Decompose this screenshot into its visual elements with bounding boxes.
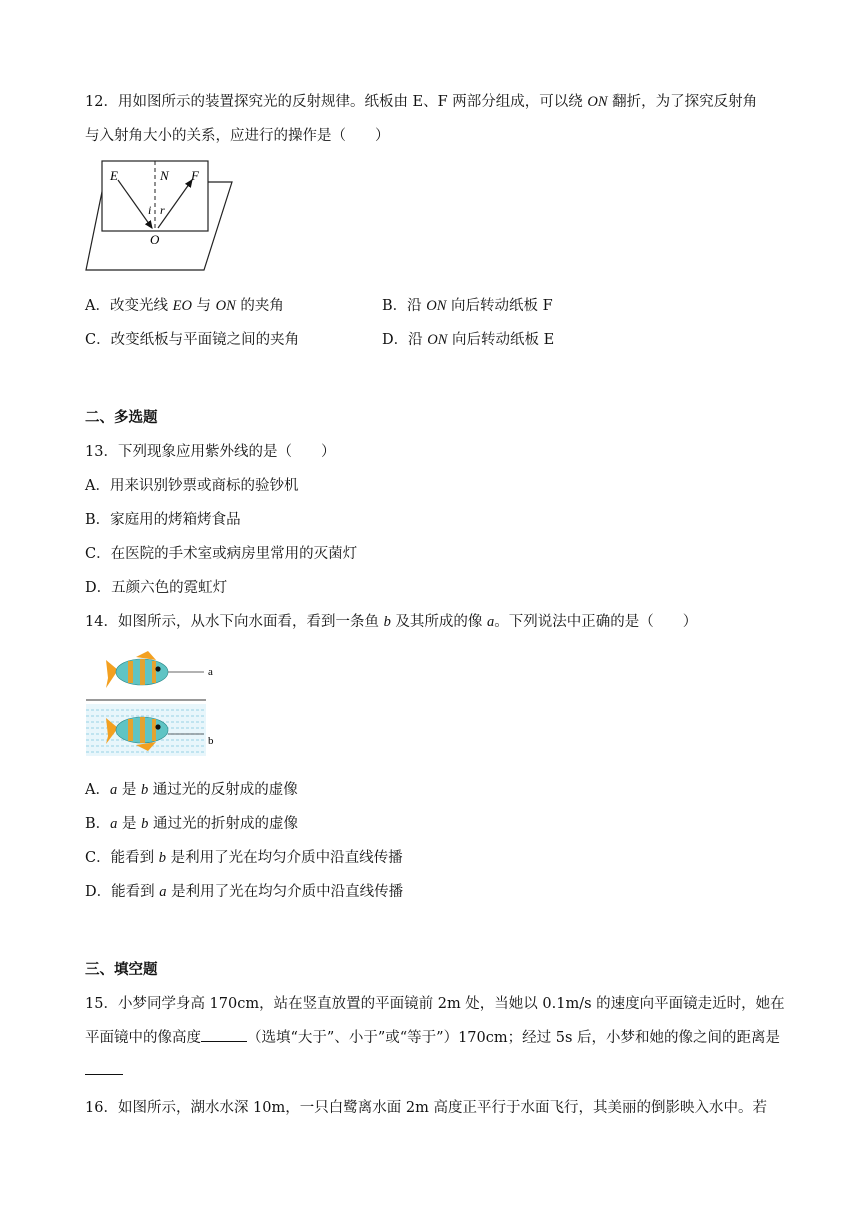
q12-option-d: D．沿 ON 向后转动纸板 E	[382, 332, 555, 348]
section-3-title: 三、填空题	[85, 961, 158, 978]
q15-blank-2[interactable]	[85, 1060, 123, 1075]
q14-option-c: C．能看到 b 是利用了光在均匀介质中沿直线传播	[85, 850, 403, 866]
q13-option-a: A．用来识别钞票或商标的验钞机	[85, 478, 299, 494]
q12-option-c: C．改变纸板与平面镜之间的夹角	[85, 332, 300, 348]
q14-option-b: B．a 是 b 通过光的折射成的虚像	[85, 816, 298, 832]
q15-blank-1[interactable]	[201, 1027, 247, 1042]
label-N: N	[160, 168, 169, 183]
label-F: F	[191, 168, 199, 183]
fish-a-image	[106, 651, 213, 688]
q14-stem: 14．如图所示，从水下向水面看，看到一条鱼 b 及其所成的像 a。下列说法中正确的是（ ）	[85, 614, 698, 630]
q13-stem: 13．下列现象应用紫外线的是（ ）	[85, 444, 336, 460]
q12-stem-line1: 12．用如图所示的装置探究光的反射规律。纸板由 E、F 两部分组成，可以绕 ON 翻折，为了探究反射角	[85, 94, 758, 110]
q15-line1: 15．小梦同学身高 170cm，站在竖直放置的平面镜前 2m 处，当她以 0.1m/s 的速度向平面镜走近时，她在	[85, 996, 785, 1012]
q14-option-d: D．能看到 a 是利用了光在均匀介质中沿直线传播	[85, 884, 404, 900]
q16-line1: 16．如图所示，湖水水深 10m，一只白鹭离水面 2m 高度正平行于水面飞行，其美丽的倒影映入水中。若	[85, 1100, 767, 1116]
q13-option-d: D．五颜六色的霓虹灯	[85, 580, 228, 596]
label-a: a	[208, 666, 213, 678]
label-i: i	[148, 203, 152, 217]
label-b: b	[208, 735, 214, 747]
section-2-title: 二、多选题	[85, 409, 158, 426]
q12-option-a: A．改变光线 EO 与 ON 的夹角	[85, 298, 284, 314]
q14-option-a: A．a 是 b 通过光的反射成的虚像	[85, 782, 298, 798]
q13-option-c: C．在医院的手术室或病房里常用的灭菌灯	[85, 546, 358, 562]
q15-line2: 平面镜中的像高度 （选填“大于”、小于”或“等于”）170cm；经过 5s 后，小梦和她的像之间的距离是	[85, 1026, 780, 1047]
q14-fish-figure	[84, 648, 224, 758]
q12-stem-line2: 与入射角大小的关系，应进行的操作是（ ）	[85, 128, 390, 144]
label-r: r	[160, 203, 165, 217]
q15-line3	[85, 1060, 123, 1079]
q12-option-b: B．沿 ON 向后转动纸板 F	[382, 298, 553, 314]
q12-reflection-figure	[84, 158, 236, 276]
label-E: E	[110, 168, 118, 183]
q13-option-b: B．家庭用的烤箱烤食品	[85, 512, 241, 528]
label-O: O	[150, 232, 160, 247]
